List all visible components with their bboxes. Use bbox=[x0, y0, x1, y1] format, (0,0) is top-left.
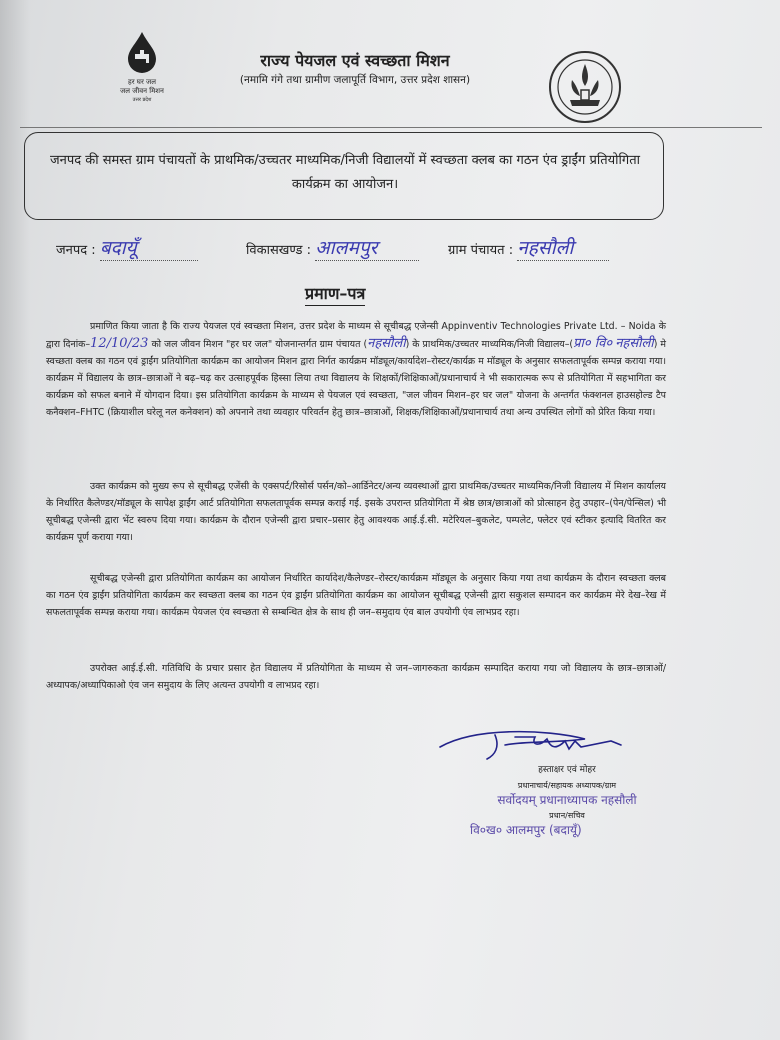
block-field bbox=[246, 234, 419, 261]
logo-caption-2: जल जीवन मिशन bbox=[120, 87, 164, 95]
up-emblem-icon bbox=[548, 50, 622, 124]
logo-caption-1: हर घर जल bbox=[128, 78, 156, 86]
paragraph-3 bbox=[46, 570, 666, 621]
handwritten-panchayat: नहसौली bbox=[367, 336, 406, 351]
block-value: आलमपुर bbox=[315, 234, 419, 261]
p1-part-c: ) के प्राथमिक/उच्चतर माध्यमिक/निजी विद्यालय–( bbox=[405, 339, 574, 350]
paragraph-4 bbox=[46, 660, 666, 694]
header-divider bbox=[20, 127, 762, 128]
stamp-line-3: सर्वोदयम् प्रधानाध्यापक नहसौली bbox=[497, 793, 637, 807]
handwritten-school-2: नहसौली bbox=[615, 336, 654, 351]
district-field bbox=[56, 234, 198, 261]
panchayat-field bbox=[448, 234, 609, 261]
block-label: विकासखण्ड : bbox=[246, 243, 312, 258]
p1-part-a: प्रमाणित किया जाता है कि राज्य पेयजल एवं स्वच्छता मिशन, उत्तर प्रदेश के माध्यम से सूचीबद्ध एजेन्सी Appinventiv Technologies Private Ltd. – Noida के द्वारा दिनांक– bbox=[46, 321, 666, 350]
certificate-title: प्रमाण–पत्र bbox=[305, 282, 365, 306]
logo-caption-3: उत्तर प्रदेश bbox=[132, 97, 152, 103]
district-value: बदायूँ bbox=[100, 234, 198, 261]
p2-text: उक्त कार्यक्रम को मुख्य रूप से सूचीबद्ध एजेंसी के एक्सपर्ट/रिसोर्स पर्सन/को–आर्डिनेटर/अन्य व्यवस्थाओं द्वारा प्राथमिक/उच्चतर माध्यमिक/निजी विद्यालय में मिशन कार्यालय के निर्धारित कैलेण्डर/मॉड्यूल के सापेक्ष ड्राईंग आर्ट प्रतियोगिता सफलतापूर्वक सम्पन्न कराई गई. इसके उपरान्त प्रतियोगिता में श्रेष्ठ छात्र/छात्राओं को प्रोत्साहन हेतु उपहार–(पेन/पेन्सिल) भी सूचीबद्ध एजेन्सी द्वारा भेंट स्वरुप दिया गया। कार्यक्रम के दौरान एजेन्सी द्वारा प्रचार–प्रसार हेतु आवश्यक आई.ई.सी. मटेरियल–बुकलेट, पम्पलेट, फ्लेटर एवं स्टीकर इत्यादि वितरित कर कार्यक्रम पूर्ण कराया गया। bbox=[46, 481, 666, 543]
org-subtitle: (नमामि गंगे तथा ग्रामीण जलापूर्ति विभाग, उत्तर प्रदेश शासन) bbox=[239, 74, 471, 86]
p1-part-d: ) मे स्वच्छता क्लब का गठन एवं ड्राईंग प्रतियोगिता कार्यक्रम का आयोजन मिशन द्वारा निर्गत कार्यक्रम मॉड्यूल/कार्यादेश–रोस्टर/कार्यक्र म मॉड्यूल के अनुसार सफलतापूर्वक सम्पन्न कराया गया। कार्यक्रम में विद्यालय के छात्र–छात्राओं ने बढ़–चढ़ कर उत्साहपूर्वक हिस्सा लिया तथा विद्यालय के शिक्षकों/शिक्षिकाओं/प्रधानाचार्य ने भी सकारात्मक रूप से प्रतियोगिता में सहभागिता कर कार्यक्रम को सफल बनाने में योगदान दिया। इस प्रतियोगिता कार्यक्रम के माध्यम से पेयजल एवं स्वच्छता, "जल जीवन मिशन–हर घर जल" योजना के अन्तर्गत फंक्शनल हाउसहोल्ड टैप कनैक्शन–FHTC (क्रियाशील घरेलू नल कनेक्शन) को अपनाने तथा व्यवहार परिवर्तन हेतु छात्र–छात्राओं, शिक्षक/शिक्षिकाओं/प्रधानाचार्य तथा अन्य उपस्थित लोगों को प्रेरित किया गया। bbox=[46, 339, 666, 418]
stamp-line-5: वि०ख० आलमपुर (बदायूँ) bbox=[470, 823, 582, 837]
handwritten-date: 12/10/23 bbox=[90, 336, 149, 351]
p4-text: उपरोक्त आई.ई.सी. गतिविधि के प्रचार प्रसार हेत विद्यालय में प्रतियोगिता के माध्यम से जन–जागरुकता कार्यक्रम सम्पादित कराया गया जो विद्यालय के छात्र–छात्राओं/अध्यापक/अध्यापिकाओ एंव जन समुदाय के लिए अत्यन्त उपयोगी व लाभप्रद रहा। bbox=[46, 663, 666, 691]
handwritten-school: प्रा० वि० bbox=[573, 336, 613, 351]
topic-box: जनपद की समस्त ग्राम पंचायतों के प्राथमिक/उच्चतर माध्यमिक/निजी विद्यालयों में स्वच्छता क्लब का गठन एंव ड्राईंग प्रतियोगिता कार्यक्रम का आयोजन। bbox=[24, 132, 664, 220]
panchayat-value: नहसौली bbox=[517, 234, 609, 261]
org-header bbox=[205, 50, 505, 88]
official-stamp bbox=[462, 763, 672, 838]
p3-text: सूचीबद्ध एजेन्सी द्वारा प्रतियोगिता कार्यक्रम का आयोजन निर्धारित कार्यादेश/कैलेण्डर–रोस्टर/कार्यक्रम मॉड्यूल के अनुसार किया गया तथा कार्यक्रम के दौरान स्वच्छता क्लब का गठन एंव ड्राईंग प्रतियोगिता कार्यक्रम कर स्वच्छता क्लब का गठन एंव ड्राईंग प्रतियोगिता कार्यक्रम का आयोजन सूचीबद्ध एजेन्सी द्वारा सकुशल सम्पादन कर कार्यक्रम मेरे देख–रेख में सफलतापूर्वक सम्पन्न कराया गया। कार्यक्रम पेयजल एंव स्वच्छता से सम्बन्धित क्षेत्र के साथ ही जन–समुदाय एंव बाल उपयोगी एंव लाभप्रद रहा। bbox=[46, 573, 666, 618]
up-government-seal bbox=[548, 50, 622, 128]
district-label: जनपद : bbox=[56, 243, 96, 258]
paragraph-2 bbox=[46, 478, 666, 546]
panchayat-label: ग्राम पंचायत : bbox=[448, 243, 514, 258]
stamp-line-2: प्रधानाचार्य/सहायक अध्यापक/ग्राम bbox=[517, 781, 617, 790]
org-title: राज्य पेयजल एवं स्वच्छता मिशन bbox=[260, 51, 450, 70]
stamp-line-4: प्रधान/सचिव bbox=[549, 811, 585, 820]
jal-jeevan-mission-logo bbox=[112, 30, 172, 105]
p1-part-b: को जल जीवन मिशन "हर घर जल" योजनान्तर्गत ग्राम पंचायत ( bbox=[151, 339, 368, 350]
stamp-line-1: हस्ताक्षर एवं मोहर bbox=[538, 765, 596, 775]
water-drop-tap-icon bbox=[122, 30, 162, 74]
paragraph-1 bbox=[46, 318, 666, 421]
